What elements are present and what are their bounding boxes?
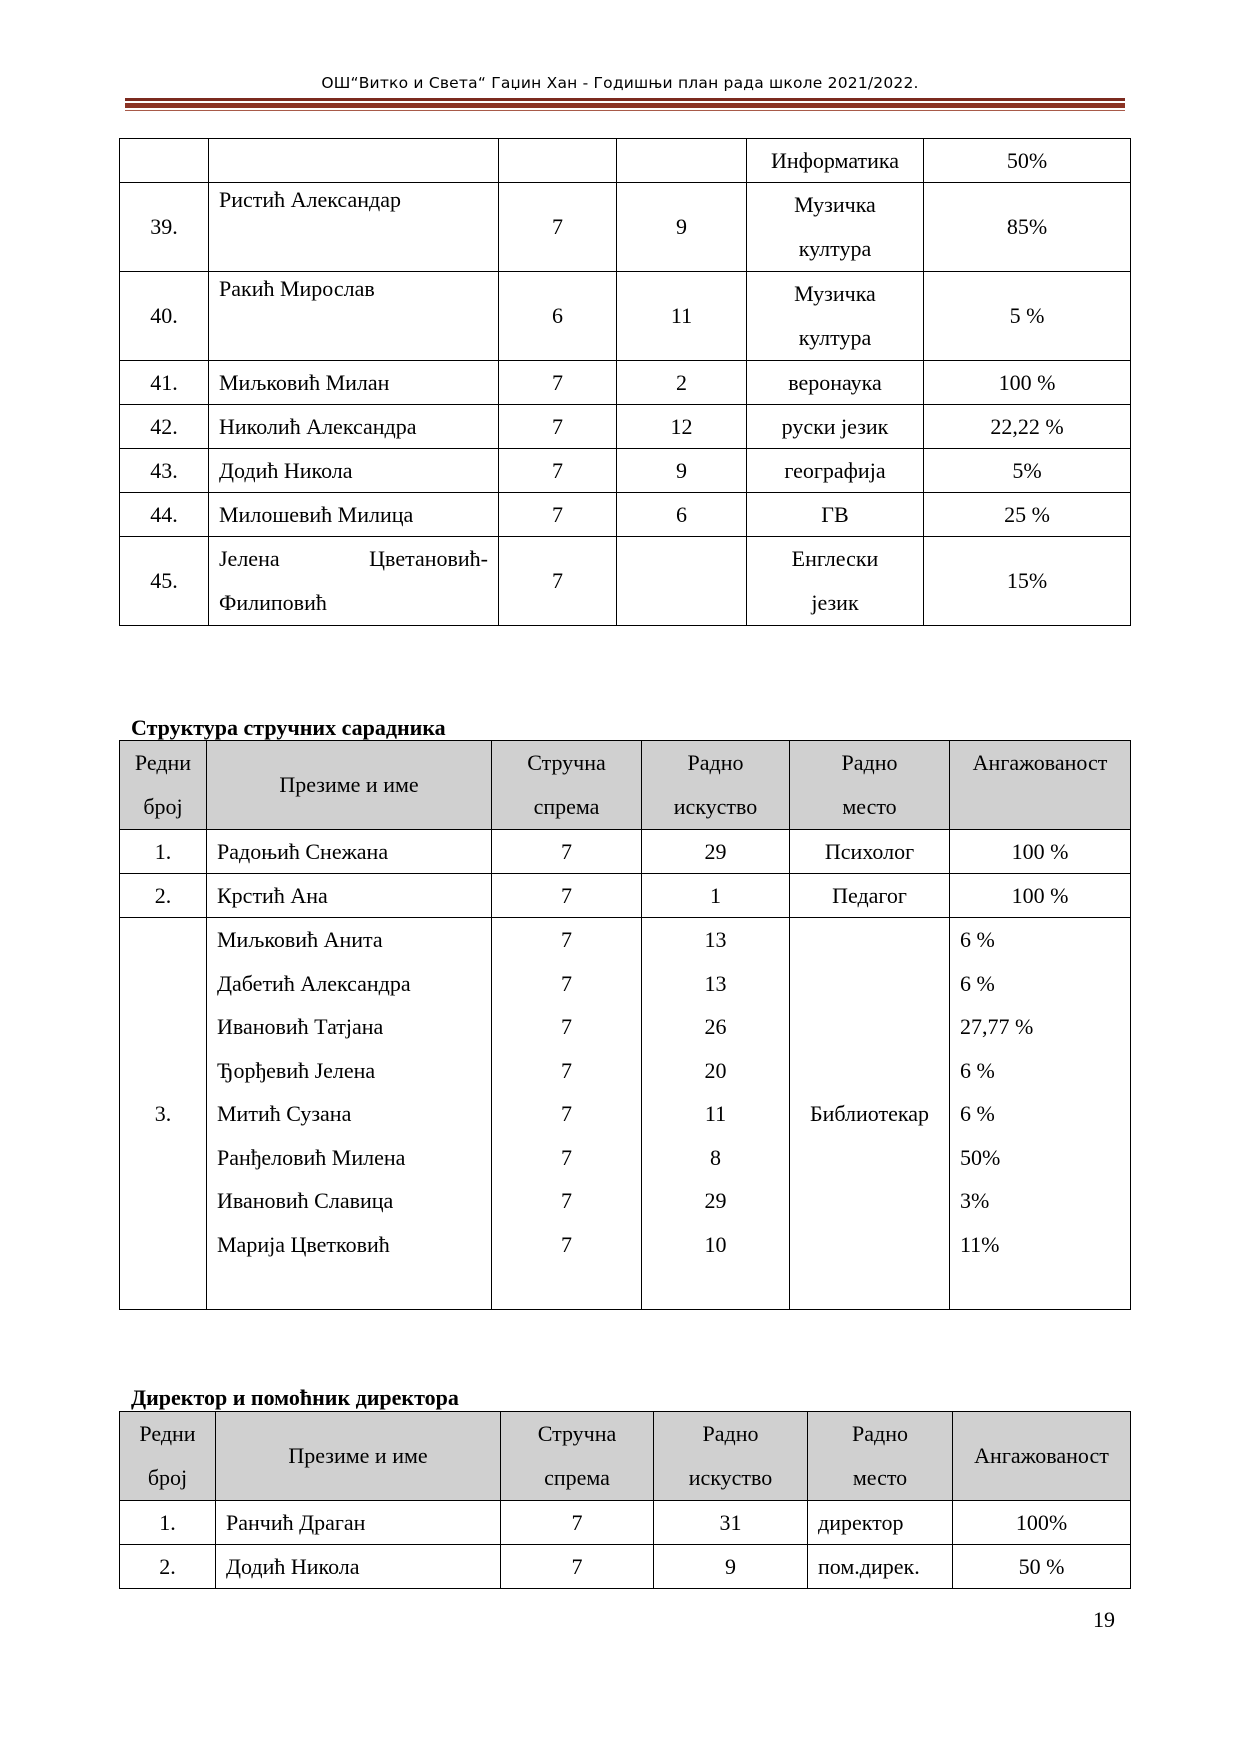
row-number: 42. — [120, 405, 209, 449]
row-number: 2. — [120, 1545, 216, 1589]
teacher-name: Ракић Мирослав — [209, 272, 499, 361]
qualification-cell: 7 — [501, 1501, 654, 1545]
page-header-title: ОШ“Витко и Света“ Гаџин Хан - Годишњи план рада школе 2021/2022. — [321, 74, 919, 92]
engagement-cell: 100% — [953, 1501, 1131, 1545]
qualification-cell: 7 — [501, 1545, 654, 1589]
subject-line: језик — [811, 590, 859, 615]
col-header-number — [120, 741, 207, 830]
subject-cell: ГВ — [747, 493, 924, 537]
librarian-name: Ивановић Славица — [217, 1188, 394, 1213]
subject-line: Енглески — [791, 546, 879, 571]
qualification-cell: 7 — [499, 183, 617, 272]
experience-cell: 31 — [654, 1501, 808, 1545]
header-line: Радно — [841, 750, 898, 775]
librarian-qualifications — [492, 918, 642, 1310]
header-line: број — [147, 1465, 188, 1490]
header-line: место — [852, 1465, 908, 1490]
header-rule — [125, 110, 1125, 111]
workplace-cell: директор — [808, 1501, 953, 1545]
experience-cell: 1 — [642, 874, 790, 918]
row-number: 45. — [120, 537, 209, 626]
header-line: спрема — [533, 794, 600, 819]
workplace-cell: Педагог — [790, 874, 950, 918]
engagement-cell: 25 % — [924, 493, 1131, 537]
engagement-cell: 100 % — [950, 830, 1131, 874]
teacher-name: Николић Александра — [209, 405, 499, 449]
subject-cell — [747, 272, 924, 361]
teacher-name-line — [219, 537, 498, 581]
director-name: Ранчић Драган — [216, 1501, 501, 1545]
col-header-experience — [654, 1412, 808, 1501]
director-name: Додић Никола — [216, 1545, 501, 1589]
experience-value: 13 — [704, 970, 727, 996]
associate-name: Крстић Ана — [207, 874, 492, 918]
row-number — [120, 139, 209, 183]
subject-line: култура — [798, 236, 872, 261]
header-line: Стручна — [537, 1421, 617, 1446]
col-header-qualification — [492, 741, 642, 830]
associates-table-header — [120, 741, 1131, 830]
header-line: Радно — [852, 1421, 908, 1446]
experience-value: 10 — [704, 1231, 727, 1257]
engagement-value: 6 % — [960, 970, 995, 996]
qualification-cell: 7 — [499, 537, 617, 626]
qualification-value: 7 — [561, 1188, 572, 1213]
header-line: Стручна — [527, 750, 606, 775]
librarian-name: Митић Сузана — [217, 1101, 352, 1126]
qualification-cell: 6 — [499, 272, 617, 361]
table-row — [120, 183, 1131, 272]
experience-value: 13 — [704, 927, 727, 952]
qualification-cell — [499, 139, 617, 183]
librarian-name: Ивановић Татјана — [217, 1014, 384, 1039]
qualification-cell: 7 — [499, 449, 617, 493]
subject-cell: веронаука — [747, 361, 924, 405]
col-header-name: Презиме и име — [207, 741, 492, 830]
subject-cell: Информатика — [747, 139, 924, 183]
table-row — [120, 493, 1131, 537]
qualification-value: 7 — [561, 1057, 572, 1083]
experience-value: 11 — [704, 1101, 727, 1126]
associate-name: Радоњић Снежана — [207, 830, 492, 874]
table-row — [120, 537, 1131, 626]
col-header-experience — [642, 741, 790, 830]
row-number: 44. — [120, 493, 209, 537]
associates-section-title: Структура стручних сарадника — [131, 715, 446, 740]
row-number: 1. — [120, 1501, 216, 1545]
teachers-table-body — [120, 139, 1131, 626]
qualification-cell: 7 — [499, 405, 617, 449]
row-number: 43. — [120, 449, 209, 493]
engagement-cell: 5% — [924, 449, 1131, 493]
experience-cell: 9 — [654, 1545, 808, 1589]
header-rule — [125, 103, 1125, 108]
teacher-name — [209, 537, 499, 626]
col-header-engagement: Ангажованост — [950, 741, 1131, 830]
engagement-cell: 50% — [924, 139, 1131, 183]
qualification-value: 7 — [561, 1014, 572, 1039]
header-line: Редни — [134, 750, 192, 775]
header-rule — [125, 98, 1125, 101]
librarian-experience — [642, 918, 790, 1310]
table-row — [120, 830, 1131, 874]
directors-table-body — [120, 1501, 1131, 1589]
librarian-engagement — [950, 918, 1131, 1310]
table-row — [120, 874, 1131, 918]
header-line: Радно — [687, 750, 744, 775]
header-row — [120, 741, 1131, 830]
experience-cell: 9 — [617, 183, 747, 272]
teacher-name — [209, 139, 499, 183]
qualification-cell: 7 — [492, 874, 642, 918]
engagement-cell: 100 % — [924, 361, 1131, 405]
teacher-name: Додић Никола — [209, 449, 499, 493]
row-number: 2. — [120, 874, 207, 918]
directors-section-title: Директор и помоћник директора — [131, 1385, 459, 1410]
qualification-cell: 7 — [499, 493, 617, 537]
header-line: искуство — [688, 1465, 773, 1490]
experience-value: 20 — [704, 1057, 727, 1083]
experience-value: 26 — [704, 1014, 727, 1039]
col-header-number — [120, 1412, 216, 1501]
engagement-cell: 22,22 % — [924, 405, 1131, 449]
librarian-name: Ранђеловић Милена — [217, 1144, 406, 1170]
experience-cell — [617, 537, 747, 626]
librarian-name: Дабетић Александра — [217, 970, 411, 996]
librarian-name: Ђорђевић Јелена — [217, 1057, 376, 1083]
engagement-cell: 15% — [924, 537, 1131, 626]
experience-cell: 9 — [617, 449, 747, 493]
experience-cell: 6 — [617, 493, 747, 537]
row-number: 41. — [120, 361, 209, 405]
teacher-name: Ристић Александар — [209, 183, 499, 272]
header-row — [120, 1412, 1131, 1501]
experience-cell: 11 — [617, 272, 747, 361]
table-row — [120, 405, 1131, 449]
table-row — [120, 139, 1131, 183]
table-row — [120, 449, 1131, 493]
table-row — [120, 1501, 1131, 1545]
row-number: 1. — [120, 830, 207, 874]
header-line: Радно — [702, 1421, 759, 1446]
page-number: 19 — [1093, 1607, 1115, 1632]
engagement-value: 6 % — [960, 1057, 995, 1083]
engagement-value: 27,77 % — [960, 1014, 1034, 1039]
table-row — [120, 361, 1131, 405]
subject-cell: руски језик — [747, 405, 924, 449]
engagement-value: 6 % — [960, 1101, 995, 1126]
header-line: место — [842, 794, 897, 819]
engagement-cell: 5 % — [924, 272, 1131, 361]
col-header-workplace — [808, 1412, 953, 1501]
teacher-first-name: Јелена — [219, 546, 280, 571]
engagement-value: 3% — [960, 1188, 990, 1213]
workplace-cell: Психолог — [790, 830, 950, 874]
experience-value: 29 — [704, 1188, 727, 1213]
experience-value: 8 — [710, 1144, 721, 1170]
workplace-cell: пом.дирек. — [808, 1545, 953, 1589]
table-row — [120, 1545, 1131, 1589]
experience-cell — [617, 139, 747, 183]
qualification-value: 7 — [561, 1101, 572, 1126]
table-row — [120, 272, 1131, 361]
qualification-value: 7 — [561, 970, 572, 996]
col-header-name: Презиме и име — [216, 1412, 501, 1501]
librarian-name: Марија Цветковић — [217, 1231, 390, 1257]
librarian-names — [207, 918, 492, 1310]
table-row — [120, 918, 1131, 1310]
engagement-cell: 50 % — [953, 1545, 1131, 1589]
header-line: спрема — [544, 1465, 610, 1490]
associates-table — [119, 740, 1131, 1310]
engagement-value: 6 % — [960, 927, 995, 952]
engagement-cell: 85% — [924, 183, 1131, 272]
directors-table-header — [120, 1412, 1131, 1501]
workplace-cell: Библиотекар — [790, 918, 950, 1310]
engagement-cell: 100 % — [950, 874, 1131, 918]
engagement-value: 50% — [960, 1144, 1001, 1170]
header-line: број — [143, 794, 183, 819]
subject-line: Музичка — [794, 281, 876, 306]
qualification-value: 7 — [561, 927, 572, 952]
teacher-name: Милошевић Милица — [209, 493, 499, 537]
associates-table-body — [120, 830, 1131, 1310]
subject-line: Музичка — [794, 192, 876, 217]
teachers-table — [119, 138, 1131, 626]
experience-cell: 29 — [642, 830, 790, 874]
experience-cell: 2 — [617, 361, 747, 405]
engagement-value: 11% — [960, 1231, 1000, 1257]
col-header-qualification — [501, 1412, 654, 1501]
subject-line: култура — [798, 325, 872, 350]
col-header-engagement: Ангажованост — [953, 1412, 1131, 1501]
header-line: Редни — [139, 1421, 196, 1446]
subject-cell — [747, 183, 924, 272]
qualification-value: 7 — [561, 1144, 572, 1170]
col-header-workplace — [790, 741, 950, 830]
qualification-value: 7 — [561, 1231, 572, 1257]
teacher-name: Миљковић Милан — [209, 361, 499, 405]
librarian-name: Миљковић Анита — [217, 927, 383, 952]
qualification-cell: 7 — [492, 830, 642, 874]
teacher-surname: Цветановић- — [369, 546, 488, 571]
qualification-cell: 7 — [499, 361, 617, 405]
experience-cell: 12 — [617, 405, 747, 449]
header-line: искуство — [673, 794, 758, 819]
directors-table — [119, 1411, 1131, 1589]
teacher-name-line: Филиповић — [219, 590, 327, 615]
subject-cell — [747, 537, 924, 626]
row-number: 3. — [120, 918, 207, 1310]
row-number: 40. — [120, 272, 209, 361]
subject-cell: географија — [747, 449, 924, 493]
row-number: 39. — [120, 183, 209, 272]
